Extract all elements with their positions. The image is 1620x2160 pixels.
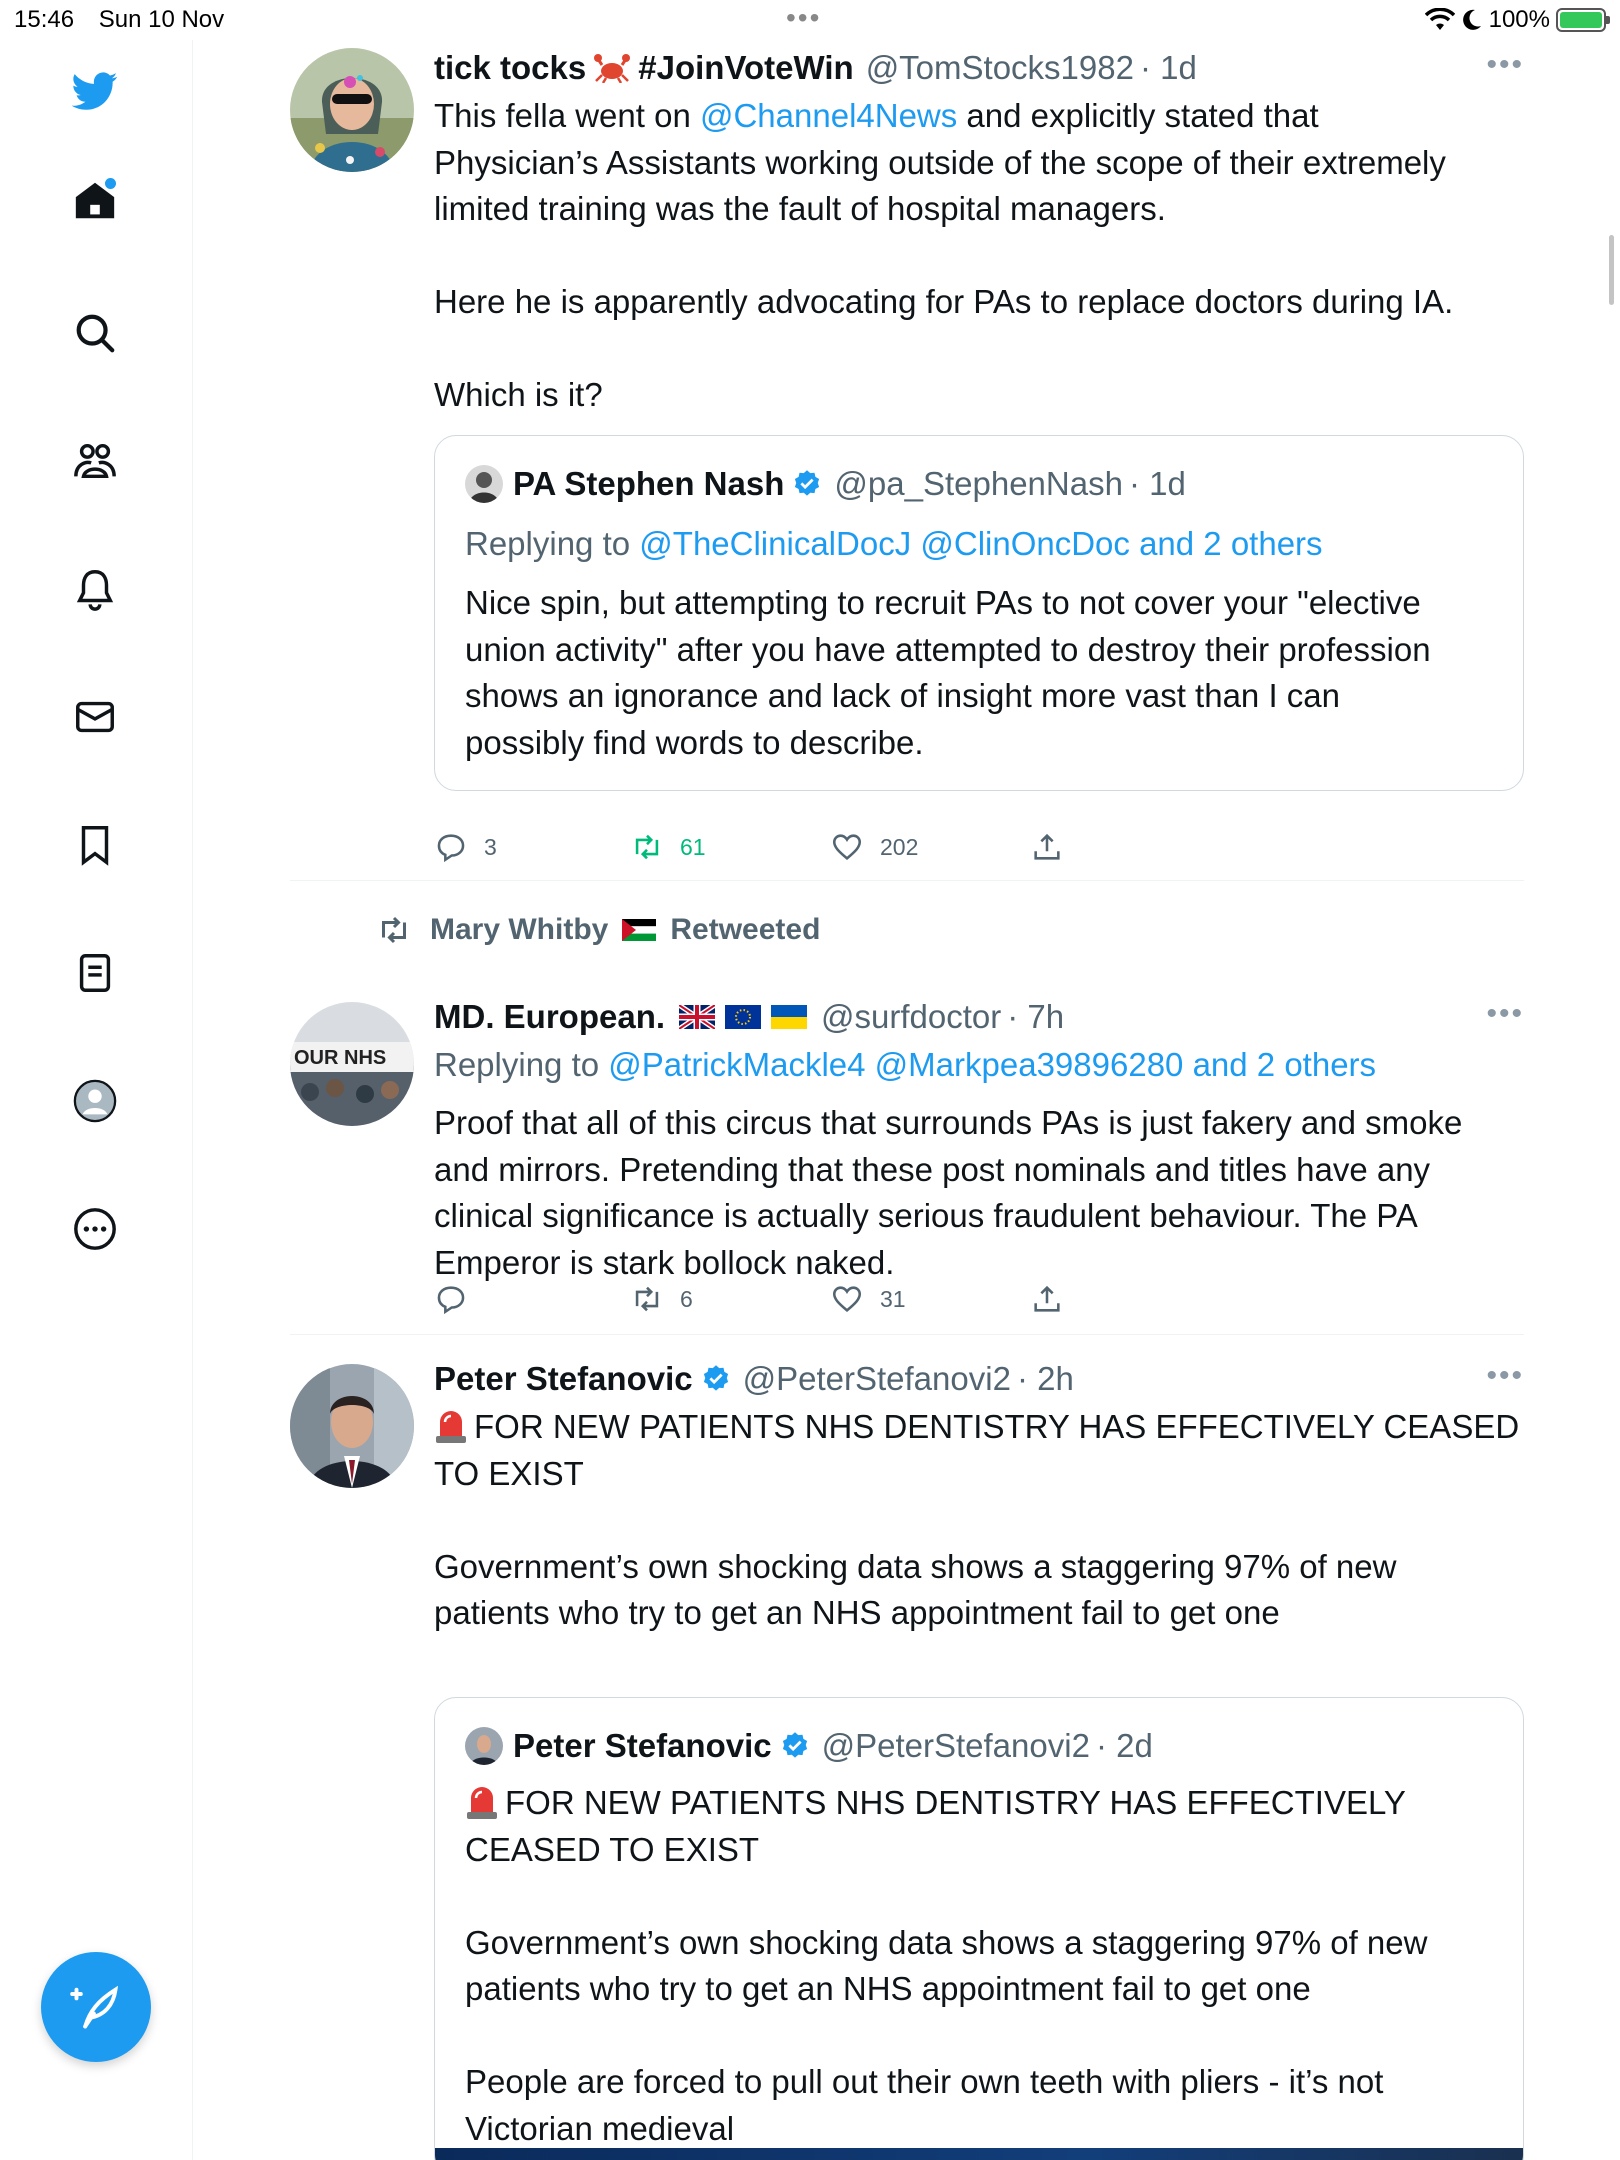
search-icon[interactable] — [70, 308, 120, 358]
sidebar — [0, 40, 193, 2160]
quote-time: · 2d — [1095, 1727, 1153, 1764]
replying-to-links[interactable]: @PatrickMackle4 @Markpea39896280 and 2 others — [608, 1046, 1377, 1083]
quote-avatar — [465, 465, 503, 503]
retweeted-by — [376, 912, 820, 948]
retweet-icon — [630, 830, 664, 864]
quote-avatar — [465, 1727, 503, 1765]
verified-badge-icon — [780, 1731, 810, 1761]
verified-badge-icon — [701, 1364, 731, 1394]
status-date: Sun 10 Nov — [98, 6, 225, 33]
reply-button[interactable] — [434, 1282, 484, 1316]
quote-text-line: Nice spin, but attempting to recruit PAs to not cover your "elective — [465, 584, 1421, 621]
notification-dot — [105, 178, 116, 189]
replying-to-label: Replying to — [434, 1046, 600, 1083]
tweet-text-line: and mirrors. Pretending that these post nominals and titles have any — [434, 1150, 1431, 1188]
twitter-logo-icon[interactable] — [70, 66, 120, 116]
replying-to — [434, 1042, 1524, 1088]
moon-icon — [1461, 8, 1483, 32]
tweet-time[interactable]: · 1d — [1139, 49, 1197, 86]
battery-percent: 100% — [1488, 6, 1550, 33]
quote-header — [465, 1726, 1493, 1766]
retweeter-name[interactable]: Mary Whitby — [430, 913, 609, 946]
quote-author-handle: @PeterStefanovi2 — [821, 1727, 1090, 1764]
quote-text-line: patients who try to get an NHS appointment fail to get one — [465, 1970, 1311, 2007]
wifi-icon — [1425, 8, 1455, 32]
avatar-banner-text: OUR NHS — [294, 1047, 387, 1069]
tweet-text-line: Proof that all of this circus that surrounds PAs is just fakery and smoke — [434, 1104, 1463, 1141]
quote-text-line: People are forced to pull out their own teeth with pliers - it’s not — [465, 2063, 1384, 2100]
siren-emoji-icon — [465, 1782, 499, 1820]
tweet[interactable] — [290, 40, 1524, 880]
quote-text-line: CEASED TO EXIST — [465, 1830, 760, 1868]
mention-link[interactable]: @Channel4News — [699, 97, 958, 134]
ukraine-flag-icon — [771, 1005, 807, 1029]
quote-text-line: possibly find words to describe. — [465, 723, 924, 761]
verified-badge-icon — [792, 469, 822, 499]
like-count: 31 — [880, 1285, 906, 1312]
tweet-text-line: and explicitly stated that — [957, 97, 1319, 134]
status-bar — [0, 0, 1620, 40]
retweet-count: 61 — [680, 833, 706, 860]
notifications-bell-icon[interactable] — [70, 564, 120, 614]
tweet-text — [434, 93, 1524, 419]
quote-author-name: PA Stephen Nash — [513, 465, 785, 502]
avatar[interactable] — [290, 48, 414, 172]
heart-icon — [830, 830, 864, 864]
reply-icon — [434, 1282, 468, 1316]
palestine-flag-icon — [622, 919, 656, 941]
like-count: 202 — [880, 833, 919, 860]
tweet-header — [434, 48, 1524, 88]
scrollbar-thumb[interactable] — [1609, 235, 1614, 305]
crab-emoji-icon — [594, 53, 630, 83]
avatar[interactable] — [290, 1364, 414, 1488]
tweet[interactable] — [290, 881, 1524, 1334]
profile-avatar-icon[interactable] — [70, 1076, 120, 1126]
messages-mail-icon[interactable] — [70, 692, 120, 742]
quote-text-line: FOR NEW PATIENTS NHS DENTISTRY HAS EFFECTIVELY — [505, 1784, 1406, 1821]
uk-flag-icon — [679, 1005, 715, 1029]
quoted-tweet[interactable] — [434, 435, 1524, 791]
bookmarks-icon[interactable] — [70, 820, 120, 870]
share-button[interactable] — [1030, 830, 1064, 864]
tweet-more-options-icon[interactable]: ••• — [1486, 48, 1524, 81]
tweet-text-line: Emperor is stark bollock naked. — [434, 1243, 895, 1281]
tweet-time[interactable]: · 2h — [1016, 1360, 1074, 1397]
communities-icon[interactable] — [70, 436, 120, 486]
home-icon[interactable] — [70, 176, 120, 226]
tweet-actions — [434, 830, 1524, 870]
quote-text-line: shows an ignorance and lack of insight more vast than I can — [465, 677, 1340, 714]
quote-author-name: Peter Stefanovic — [513, 1727, 772, 1764]
tweet-text — [434, 1100, 1524, 1286]
lists-icon[interactable] — [70, 948, 120, 998]
quote-text-line: Government’s own shocking data shows a staggering 97% of new — [465, 1923, 1428, 1961]
quote-header — [465, 464, 1493, 504]
quote-author-handle: @pa_StephenNash — [834, 465, 1123, 502]
retweet-small-icon — [376, 912, 412, 948]
tweet[interactable] — [290, 1335, 1524, 2160]
tweet-text — [434, 1404, 1524, 1637]
status-time: 15:46 — [14, 6, 75, 33]
tweet-text-line: Here he is apparently advocating for PAs to replace doctors during IA. — [434, 283, 1454, 320]
quote-text-line: union activity" after you have attempted to destroy their profession — [465, 630, 1431, 668]
compose-tweet-button[interactable] — [41, 1952, 151, 2062]
quote-time: · 1d — [1128, 465, 1186, 502]
share-icon — [1030, 1282, 1064, 1316]
retweet-icon — [630, 1282, 664, 1316]
quote-media-preview[interactable] — [435, 2148, 1523, 2160]
retweeted-label: Retweeted — [670, 913, 821, 946]
author-handle[interactable]: @TomStocks1982 — [865, 49, 1134, 86]
tweet-text-line: Government’s own shocking data shows a staggering 97% of new — [434, 1547, 1397, 1585]
quote-text — [465, 580, 1493, 766]
tweet-text-line: Which is it? — [434, 376, 603, 413]
tweet-actions — [434, 1282, 1524, 1322]
tweet-text-line: TO EXIST — [434, 1454, 584, 1492]
author-name[interactable]: tick tocks — [434, 49, 587, 86]
siren-emoji-icon — [434, 1406, 468, 1444]
share-icon — [1030, 830, 1064, 864]
like-button[interactable] — [830, 1282, 906, 1316]
multitasking-dots-icon[interactable]: ••• — [786, 2, 822, 33]
battery-icon — [1556, 8, 1606, 32]
retweet-count: 6 — [680, 1285, 693, 1312]
tweet-time[interactable]: · 7h — [1007, 998, 1065, 1035]
tweet-text-line: patients who try to get an NHS appointment fail to get one — [434, 1594, 1280, 1631]
heart-icon — [830, 1282, 864, 1316]
compose-feather-icon — [70, 1981, 122, 2033]
replying-to-label: Replying to — [465, 525, 631, 562]
avatar[interactable] — [290, 1002, 414, 1126]
replying-to-links[interactable]: @TheClinicalDocJ @ClinOncDoc and 2 others — [639, 525, 1323, 562]
tweet-header — [434, 1359, 1524, 1399]
reply-count: 3 — [484, 833, 497, 860]
tweet-text-line: FOR NEW PATIENTS NHS DENTISTRY HAS EFFECTIVELY CEASED — [474, 1408, 1520, 1445]
quote-text-line: Victorian medieval — [465, 2109, 735, 2147]
share-button[interactable] — [1030, 1282, 1064, 1316]
quoted-tweet[interactable] — [434, 1697, 1524, 2160]
tweet-more-options-icon[interactable]: ••• — [1486, 997, 1524, 1030]
more-options-icon[interactable] — [70, 1204, 120, 1254]
author-name-suffix: #JoinVoteWin — [638, 49, 854, 86]
tweet-text-line: limited training was the fault of hospital managers. — [434, 190, 1166, 227]
retweet-button[interactable] — [630, 1282, 693, 1316]
author-handle[interactable]: @surfdoctor — [821, 998, 1002, 1035]
tweet-text-line: This fella went on — [434, 97, 700, 134]
reply-button[interactable] — [434, 830, 497, 864]
reply-icon — [434, 830, 468, 864]
author-name[interactable]: MD. European. — [434, 998, 666, 1035]
tweet-text-line: Physician’s Assistants working outside of the scope of their extremely — [434, 143, 1446, 181]
author-handle[interactable]: @PeterStefanovi2 — [742, 1360, 1011, 1397]
quote-text — [465, 1780, 1493, 2152]
tweet-more-options-icon[interactable]: ••• — [1486, 1359, 1524, 1392]
like-button[interactable] — [830, 830, 918, 864]
tweet-text-line: clinical significance is actually serious fraudulent behaviour. The PA — [434, 1197, 1418, 1234]
replying-to — [465, 521, 1493, 567]
retweet-button[interactable] — [630, 830, 706, 864]
author-name[interactable]: Peter Stefanovic — [434, 1360, 693, 1397]
eu-flag-icon — [725, 1005, 761, 1029]
tweet-header — [434, 997, 1524, 1037]
